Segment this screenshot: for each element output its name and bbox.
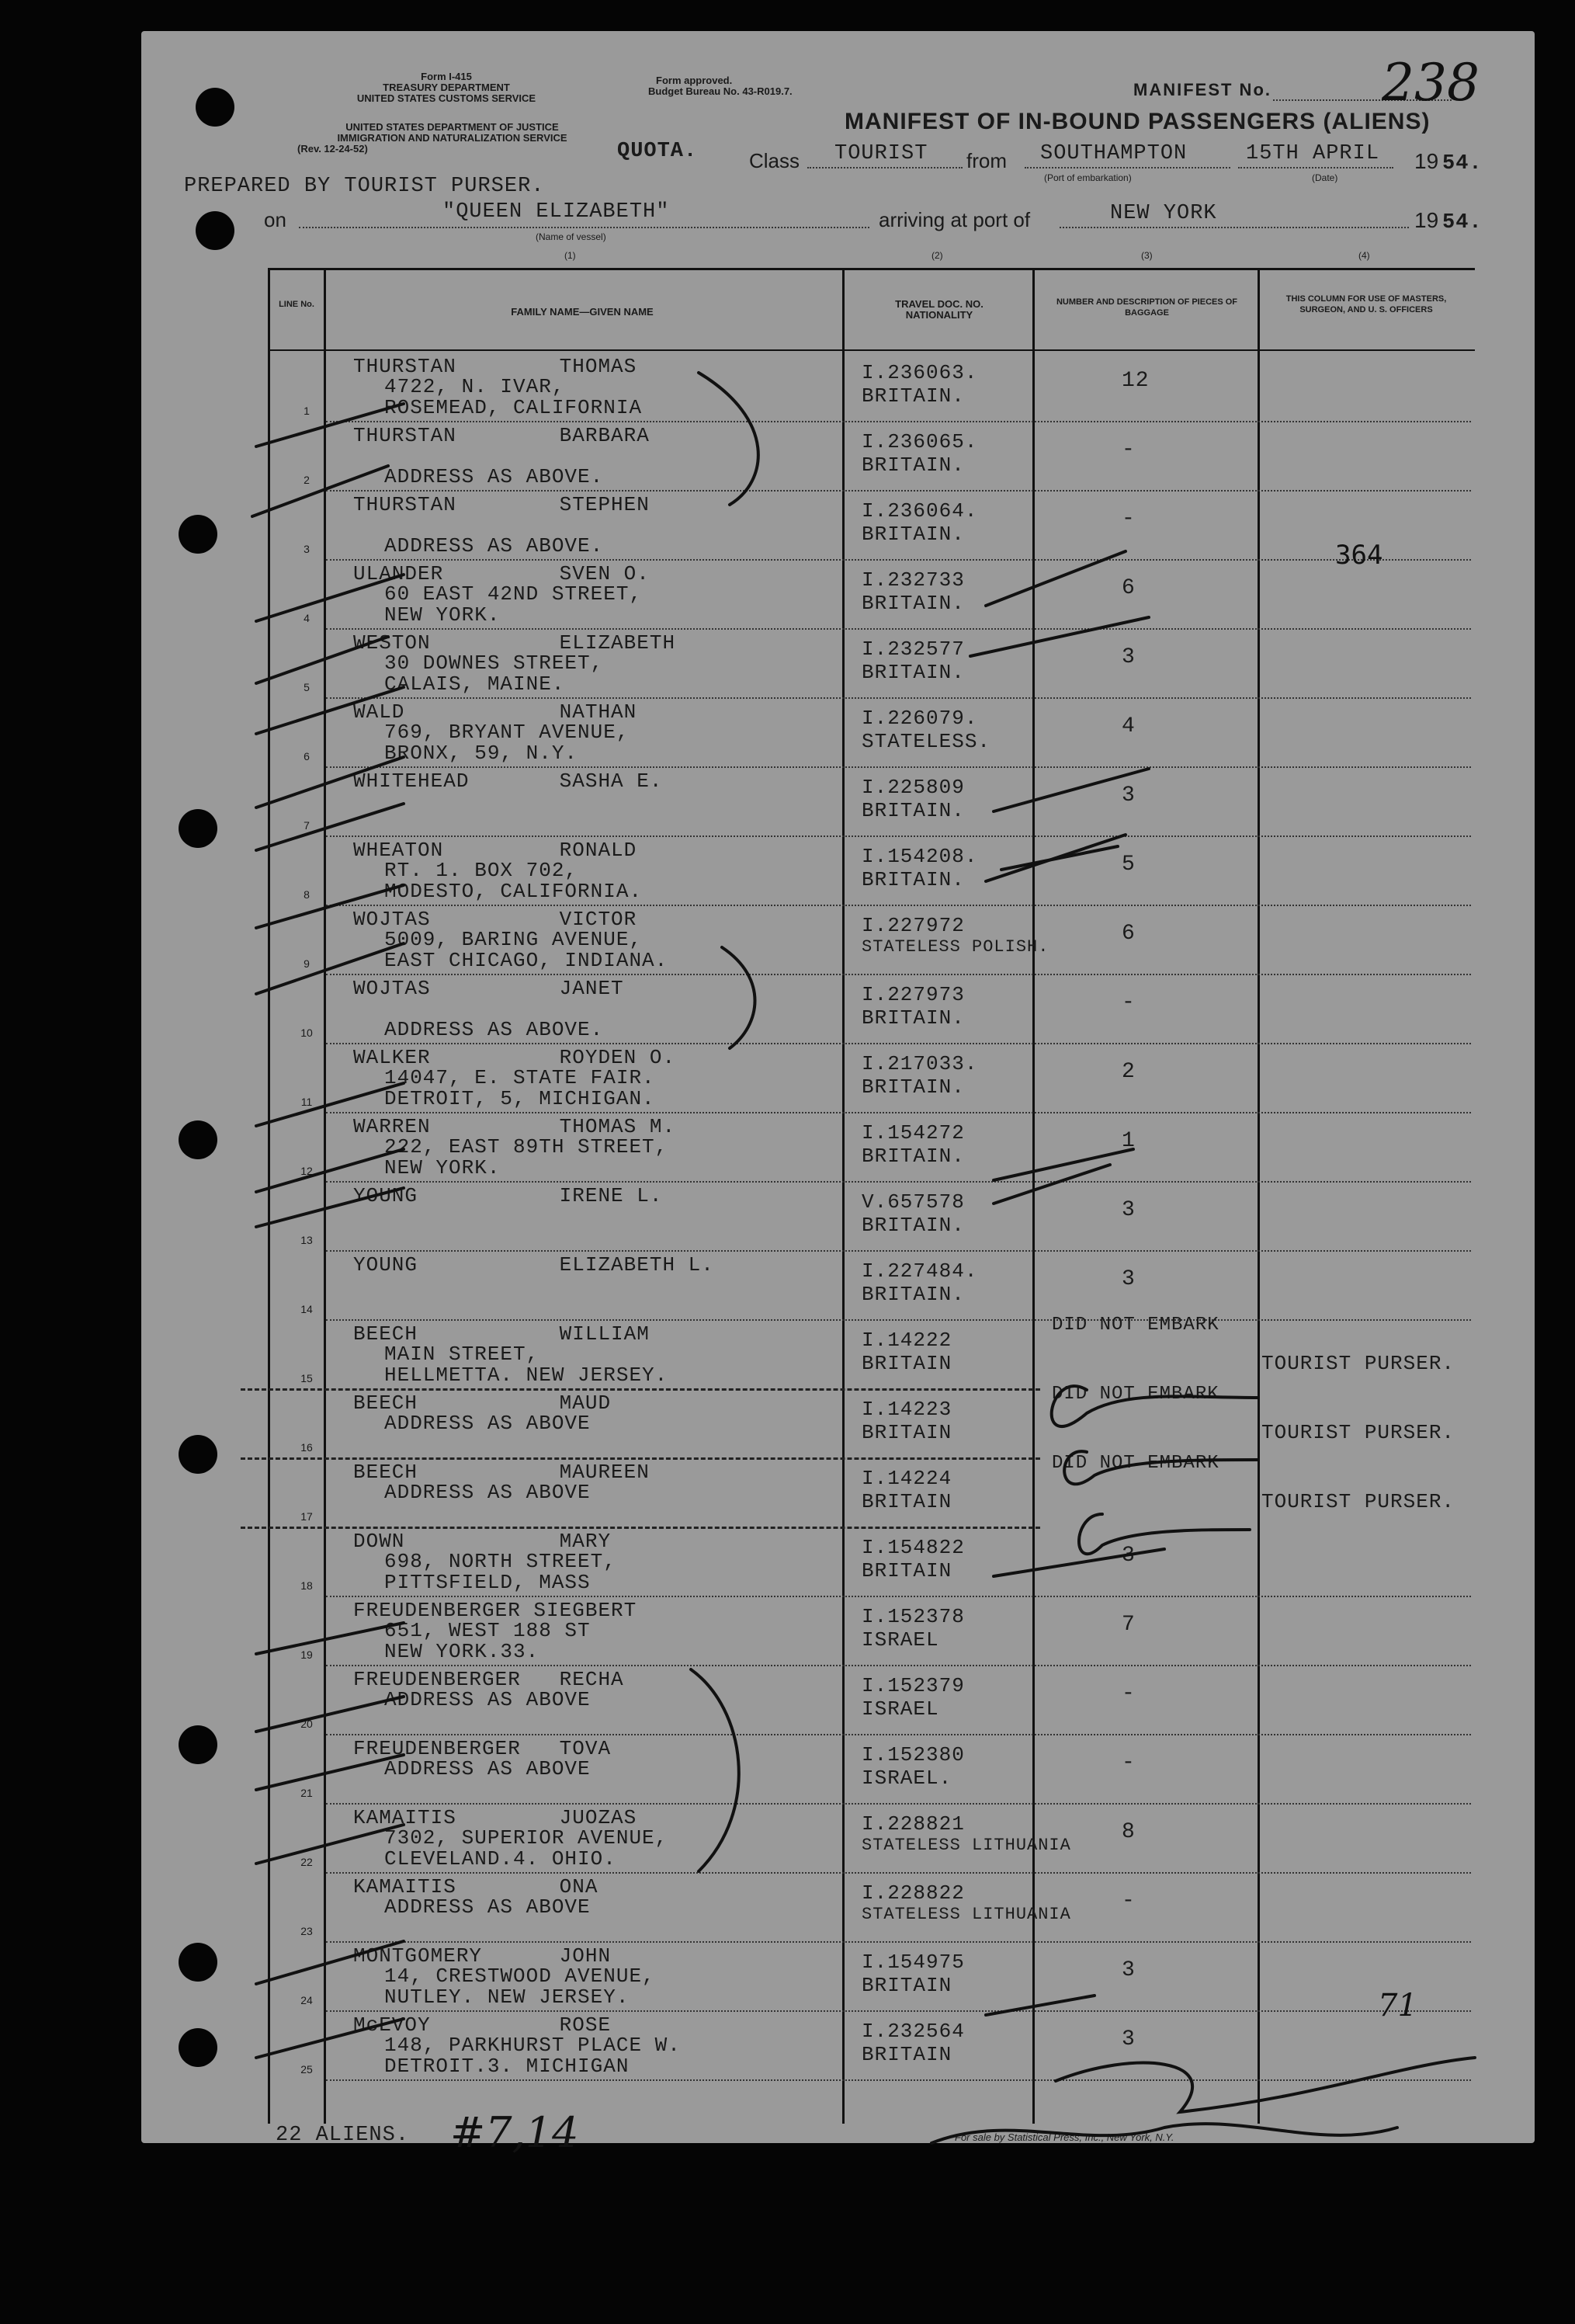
handwritten-reference: #7,14 <box>450 2108 579 2157</box>
baggage: DID NOT EMBARK <box>1052 1315 1219 1336</box>
passenger-address: ROSEMEAD, CALIFORNIA <box>384 396 643 419</box>
agency-block: UNITED STATES DEPARTMENT OF JUSTICE IMMIGRATION AND NATURALIZATION SERVICE (Rev. 12-24-52) <box>297 121 567 155</box>
passenger-address: 148, PARKHURST PLACE W. <box>384 2034 681 2057</box>
baggage: - <box>1122 1682 1136 1706</box>
passenger-address: MODESTO, CALIFORNIA. <box>384 880 643 903</box>
passenger-address: ADDRESS AS ABOVE <box>384 1688 591 1711</box>
line-number: 11 <box>300 1096 313 1108</box>
col-header-baggage: NUMBER AND DESCRIPTION OF PIECES OF BAGGAGE <box>1056 297 1238 318</box>
arrival-port: NEW YORK <box>1110 202 1217 225</box>
col-header-line: LINE No. <box>279 300 314 309</box>
travel-doc-number: I.154822 <box>862 1536 965 1559</box>
year-value: 54. <box>1442 152 1483 175</box>
passenger-name: WOJTAS JANET <box>353 977 624 1000</box>
travel-doc-number: I.236065. <box>862 430 978 453</box>
passenger-address: ADDRESS AS ABOVE <box>384 1757 591 1780</box>
line-number: 25 <box>300 2063 313 2076</box>
officer-note-71: 71 <box>1378 1988 1417 2024</box>
travel-doc-number: I.227973 <box>862 983 965 1006</box>
line-number: 19 <box>300 1648 313 1661</box>
passenger-address: CALAIS, MAINE. <box>384 672 565 696</box>
nationality: STATELESS LITHUANIA <box>862 1905 1071 1924</box>
passenger-name: YOUNG IRENE L. <box>353 1184 663 1207</box>
passenger-address: ADDRESS AS ABOVE <box>384 1481 591 1504</box>
approval-block: Form approved. Budget Bureau No. 43-R019.7. <box>648 75 793 97</box>
officer-note-364: 364 <box>1335 540 1383 571</box>
year-value-2: 54. <box>1442 211 1483 234</box>
passenger-name: THURSTAN THOMAS <box>353 355 637 378</box>
passenger-name: KAMAITIS ONA <box>353 1875 598 1898</box>
passenger-address: BRONX, 59, N.Y. <box>384 742 578 765</box>
line-number: 10 <box>300 1027 313 1039</box>
travel-doc-number: I.236064. <box>862 499 978 523</box>
line-number: 22 <box>300 1856 313 1868</box>
passenger-address: 7302, SUPERIOR AVENUE, <box>384 1826 668 1850</box>
line-number: 18 <box>300 1579 313 1592</box>
passenger-name: WHEATON RONALD <box>353 839 637 862</box>
passenger-address: NEW YORK. <box>384 603 501 627</box>
date-caption: (Date) <box>1312 172 1338 183</box>
nationality: BRITAIN. <box>862 453 965 477</box>
nationality: STATELESS LITHUANIA <box>862 1836 1071 1855</box>
travel-doc-number: I.154975 <box>862 1951 965 1974</box>
nationality: BRITAIN <box>862 1421 952 1444</box>
line-number: 5 <box>304 681 310 693</box>
baggage: 3 <box>1122 645 1136 669</box>
line-number: 23 <box>300 1925 313 1937</box>
line-number: 2 <box>304 474 310 486</box>
travel-doc-number: I.154208. <box>862 845 978 868</box>
passenger-address: ADDRESS AS ABOVE. <box>384 465 604 488</box>
passenger-address: 698, NORTH STREET, <box>384 1550 616 1573</box>
nationality: BRITAIN. <box>862 1006 965 1030</box>
col-number: (2) <box>931 250 943 261</box>
port-caption: (Port of embarkation) <box>1044 172 1132 183</box>
nationality: BRITAIN <box>862 1974 952 1997</box>
travel-doc-number: I.14223 <box>862 1398 952 1421</box>
year-prefix-2: 19 <box>1414 208 1439 232</box>
travel-doc-number: I.217033. <box>862 1052 978 1075</box>
line-number: 8 <box>304 888 310 901</box>
baggage: 3 <box>1122 1267 1136 1291</box>
line-number: 21 <box>300 1787 313 1799</box>
nationality: BRITAIN. <box>862 1145 965 1168</box>
line-number: 12 <box>300 1165 313 1177</box>
passenger-address: NUTLEY. NEW JERSEY. <box>384 1985 630 2009</box>
vessel-name: "QUEEN ELIZABETH" <box>442 200 670 224</box>
baggage: - <box>1122 1889 1136 1913</box>
baggage: 2 <box>1122 1060 1136 1084</box>
manifest-title: MANIFEST OF IN-BOUND PASSENGERS (ALIENS) <box>845 109 1431 134</box>
passenger-name: WESTON ELIZABETH <box>353 631 676 655</box>
passenger-address: DETROIT.3. MICHIGAN <box>384 2055 630 2078</box>
passenger-address: ADDRESS AS ABOVE <box>384 1895 591 1919</box>
line-number: 3 <box>304 543 310 555</box>
nationality: BRITAIN. <box>862 1214 965 1237</box>
travel-doc-number: I.227972 <box>862 914 965 937</box>
officer-note: TOURIST PURSER. <box>1261 1352 1455 1375</box>
nationality: BRITAIN <box>862 1352 952 1375</box>
on-label: on <box>264 208 286 231</box>
travel-doc-number: I.14222 <box>862 1329 952 1352</box>
nationality: BRITAIN <box>862 1490 952 1513</box>
travel-doc-number: I.152378 <box>862 1605 965 1628</box>
line-number: 15 <box>300 1372 313 1384</box>
passenger-address: 30 DOWNES STREET, <box>384 651 604 675</box>
passenger-name: KAMAITIS JUOZAS <box>353 1806 637 1829</box>
travel-doc-number: I.232564 <box>862 2020 965 2043</box>
baggage: 6 <box>1122 922 1136 946</box>
nationality: BRITAIN <box>862 2043 952 2066</box>
vessel-caption: (Name of vessel) <box>536 231 606 242</box>
baggage: 12 <box>1122 369 1150 393</box>
passenger-address: DETROIT, 5, MICHIGAN. <box>384 1087 655 1110</box>
travel-doc-number: I.228821 <box>862 1812 965 1836</box>
travel-doc-number: I.227484. <box>862 1259 978 1283</box>
passenger-address: 651, WEST 188 ST <box>384 1619 591 1642</box>
printer-footer: For sale by Statistical Press, Inc., New York, N.Y. <box>955 2131 1174 2143</box>
passenger-address: ADDRESS AS ABOVE <box>384 1412 591 1435</box>
line-number: 4 <box>304 612 310 624</box>
passenger-name: WALD NATHAN <box>353 700 637 724</box>
passenger-address: ADDRESS AS ABOVE. <box>384 534 604 558</box>
line-number: 13 <box>300 1234 313 1246</box>
officer-note: TOURIST PURSER. <box>1261 1490 1455 1513</box>
passenger-address: EAST CHICAGO, INDIANA. <box>384 949 668 972</box>
passenger-name: WHITEHEAD SASHA E. <box>353 769 663 793</box>
travel-doc-number: I.152380 <box>862 1743 965 1766</box>
from-label: from <box>966 149 1007 172</box>
passenger-name: WARREN THOMAS M. <box>353 1115 676 1138</box>
nationality: BRITAIN. <box>862 384 965 408</box>
nationality: BRITAIN <box>862 1559 952 1582</box>
passenger-name: YOUNG ELIZABETH L. <box>353 1253 714 1277</box>
line-number: 20 <box>300 1718 313 1730</box>
passenger-address: PITTSFIELD, MASS <box>384 1571 591 1594</box>
passenger-name: FREUDENBERGER TOVA <box>353 1737 612 1760</box>
passenger-address: NEW YORK.33. <box>384 1640 539 1663</box>
travel-doc-number: I.228822 <box>862 1881 965 1905</box>
passenger-name: BEECH MAUD <box>353 1391 612 1415</box>
passenger-address: HELLMETTA. NEW JERSEY. <box>384 1363 668 1387</box>
passenger-name: THURSTAN STEPHEN <box>353 493 650 516</box>
travel-doc-number: I.152379 <box>862 1674 965 1697</box>
nationality: STATELESS. <box>862 730 991 753</box>
line-number: 6 <box>304 750 310 763</box>
passenger-address: NEW YORK. <box>384 1156 501 1179</box>
baggage: - <box>1122 438 1136 462</box>
nationality: BRITAIN. <box>862 1075 965 1099</box>
travel-doc-number: I.232577 <box>862 637 965 661</box>
passenger-name: THURSTAN BARBARA <box>353 424 650 447</box>
year-prefix: 19 <box>1414 149 1439 173</box>
officer-note: TOURIST PURSER. <box>1261 1421 1455 1444</box>
passenger-name: BEECH WILLIAM <box>353 1322 650 1346</box>
passenger-name: BEECH MAUREEN <box>353 1461 650 1484</box>
passenger-name: MONTGOMERY JOHN <box>353 1944 612 1968</box>
passenger-name: ULANDER SVEN O. <box>353 562 650 585</box>
baggage: 3 <box>1122 2027 1136 2051</box>
baggage: - <box>1122 507 1136 531</box>
total-aliens: 22 ALIENS. <box>276 2124 410 2147</box>
passenger-name: FREUDENBERGER SIEGBERT <box>353 1599 637 1622</box>
col-header-travel: TRAVEL DOC. NO. NATIONALITY <box>895 298 984 321</box>
baggage: - <box>1122 1751 1136 1775</box>
travel-doc-number: I.226079. <box>862 707 978 730</box>
from-value: SOUTHAMPTON <box>1040 142 1188 165</box>
passenger-address: 4722, N. IVAR, <box>384 375 565 398</box>
nationality: BRITAIN. <box>862 868 965 891</box>
col-number: (3) <box>1141 250 1153 261</box>
baggage: 7 <box>1122 1613 1136 1637</box>
class-value: TOURIST <box>834 142 928 165</box>
baggage: DID NOT EMBARK <box>1052 1384 1219 1405</box>
travel-doc-number: I.14224 <box>862 1467 952 1490</box>
nationality: STATELESS POLISH. <box>862 937 1049 957</box>
prepared-by: PREPARED BY TOURIST PURSER. <box>184 175 545 198</box>
line-number: 17 <box>300 1510 313 1523</box>
col-number: (4) <box>1358 250 1370 261</box>
passenger-address: ADDRESS AS ABOVE. <box>384 1018 604 1041</box>
class-label: Class <box>749 149 800 172</box>
travel-doc-number: I.154272 <box>862 1121 965 1145</box>
nationality: ISRAEL <box>862 1697 939 1721</box>
baggage: 1 <box>1122 1129 1136 1153</box>
baggage: 3 <box>1122 783 1136 808</box>
passenger-name: WOJTAS VICTOR <box>353 908 637 931</box>
nationality: ISRAEL <box>862 1628 939 1652</box>
nationality: BRITAIN. <box>862 1283 965 1306</box>
nationality: BRITAIN. <box>862 799 965 822</box>
passenger-address: 769, BRYANT AVENUE, <box>384 721 630 744</box>
passenger-name: McEVOY ROSE <box>353 2013 612 2037</box>
line-number: 16 <box>300 1441 313 1454</box>
arriving-label: arriving at port of <box>879 208 1031 231</box>
col-header-name: FAMILY NAME—GIVEN NAME <box>511 306 654 318</box>
col-header-officers: THIS COLUMN FOR USE OF MASTERS, SURGEON, AND U. S. OFFICERS <box>1285 294 1447 314</box>
line-number: 9 <box>304 957 310 970</box>
line-number: 14 <box>300 1303 313 1315</box>
passenger-name: DOWN MARY <box>353 1530 612 1553</box>
nationality: BRITAIN. <box>862 592 965 615</box>
travel-doc-number: V.657578 <box>862 1190 965 1214</box>
passenger-address: MAIN STREET, <box>384 1343 539 1366</box>
manifest-number: 238 <box>1382 53 1480 113</box>
passenger-address: RT. 1. BOX 702, <box>384 859 578 882</box>
passenger-address: CLEVELAND.4. OHIO. <box>384 1847 616 1871</box>
travel-doc-number: I.236063. <box>862 361 978 384</box>
quota-label: QUOTA. <box>617 140 698 163</box>
date-value: 15TH APRIL <box>1246 142 1380 165</box>
col-number: (1) <box>564 250 576 261</box>
baggage: 6 <box>1122 576 1136 600</box>
baggage: - <box>1122 991 1136 1015</box>
passenger-name: WALKER ROYDEN O. <box>353 1046 676 1069</box>
nationality: ISRAEL. <box>862 1766 952 1790</box>
baggage: 4 <box>1122 714 1136 738</box>
passenger-address: 14047, E. STATE FAIR. <box>384 1066 655 1089</box>
passenger-name: FREUDENBERGER RECHA <box>353 1668 624 1691</box>
nationality: BRITAIN. <box>862 661 965 684</box>
nationality: BRITAIN. <box>862 523 965 546</box>
travel-doc-number: I.232733 <box>862 568 965 592</box>
baggage: 8 <box>1122 1820 1136 1844</box>
line-number: 7 <box>304 819 310 832</box>
passenger-address: 14, CRESTWOOD AVENUE, <box>384 1964 655 1988</box>
passenger-address: 5009, BARING AVENUE, <box>384 928 643 951</box>
baggage: 3 <box>1122 1958 1136 1982</box>
passenger-address: 222, EAST 89TH STREET, <box>384 1135 668 1159</box>
baggage: 3 <box>1122 1544 1136 1568</box>
line-number: 24 <box>300 1994 313 2006</box>
passenger-address: 60 EAST 42ND STREET, <box>384 582 643 606</box>
baggage: 5 <box>1122 853 1136 877</box>
form-id-block: Form I-415 TREASURY DEPARTMENT UNITED STATES CUSTOMS SERVICE <box>356 71 536 104</box>
manifest-no-label: MANIFEST No. <box>1133 80 1271 99</box>
line-number: 1 <box>304 405 310 417</box>
baggage: DID NOT EMBARK <box>1052 1453 1219 1474</box>
travel-doc-number: I.225809 <box>862 776 965 799</box>
baggage: 3 <box>1122 1198 1136 1222</box>
